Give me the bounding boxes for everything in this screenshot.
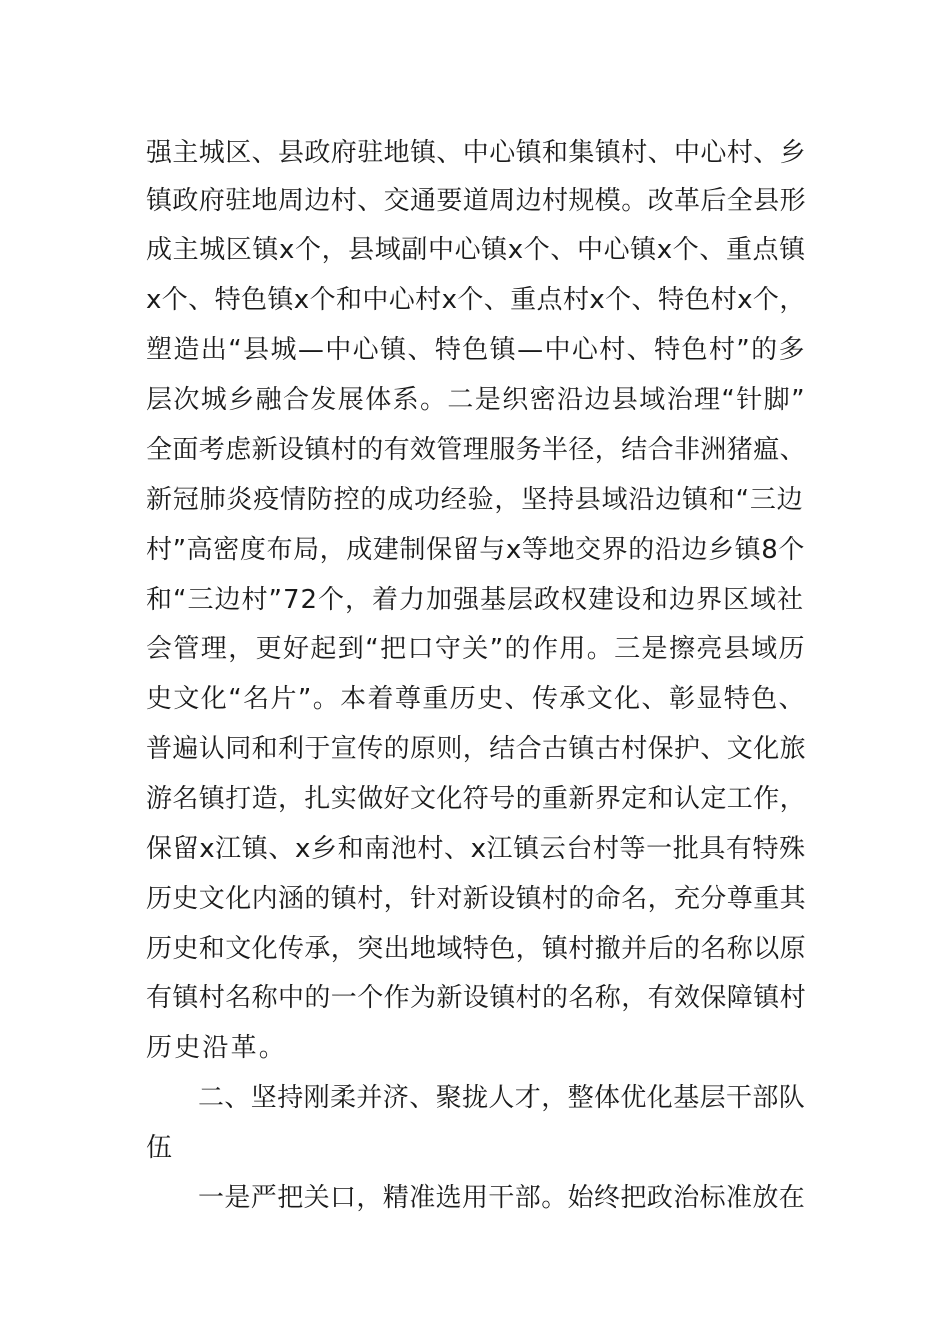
- body-line: 成主城区镇x个，县域副中心镇x个、中心镇x个、重点镇: [146, 235, 806, 265]
- body-line: 强主城区、县政府驻地镇、中心镇和集镇村、中心村、乡: [146, 138, 807, 168]
- body-line: 史文化“名片”。本着尊重历史、传承文化、彰显特色、: [146, 684, 806, 714]
- body-line: 塑造出“县城—中心镇、特色镇—中心村、特色村”的多: [146, 335, 806, 365]
- section-heading: 二、坚持刚柔并济、聚拢人才，整体优化基层干部队: [198, 1083, 806, 1113]
- section-heading-continued: 伍: [146, 1133, 175, 1163]
- body-line: 有镇村名称中的一个作为新设镇村的名称，有效保障镇村: [146, 983, 807, 1013]
- body-line: 历史沿革。: [146, 1033, 288, 1063]
- body-line: 层次城乡融合发展体系。二是织密沿边县域治理“针脚”: [146, 385, 806, 415]
- body-line: x个、特色镇x个和中心村x个、重点村x个、特色村x个，: [146, 285, 806, 315]
- body-line: 全面考虑新设镇村的有效管理服务半径，结合非洲猪瘟、: [146, 435, 807, 465]
- paragraph-start: 一是严把关口，精准选用干部。始终把政治标准放在: [198, 1183, 806, 1213]
- body-line: 镇政府驻地周边村、交通要道周边村规模。改革后全县形: [146, 186, 807, 216]
- body-line: 和“三边村”72个，着力加强基层政权建设和边界区域社: [146, 585, 805, 615]
- body-line: 历史文化内涵的镇村，针对新设镇村的命名，充分尊重其: [146, 884, 807, 914]
- body-line: 新冠肺炎疫情防控的成功经验，坚持县域沿边镇和“三边: [146, 485, 804, 515]
- body-line: 村”高密度布局，成建制保留与x等地交界的沿边乡镇8个: [146, 535, 805, 565]
- body-line: 游名镇打造，扎实做好文化符号的重新界定和认定工作，: [146, 784, 807, 814]
- body-line: 普遍认同和利于宣传的原则，结合古镇古村保护、文化旅: [146, 734, 807, 764]
- body-line: 会管理，更好起到“把口守关”的作用。三是擦亮县域历: [146, 634, 806, 664]
- body-line: 保留x江镇、x乡和南池村、x江镇云台村等一批具有特殊: [146, 834, 806, 864]
- body-line: 历史和文化传承，突出地域特色，镇村撤并后的名称以原: [146, 934, 807, 964]
